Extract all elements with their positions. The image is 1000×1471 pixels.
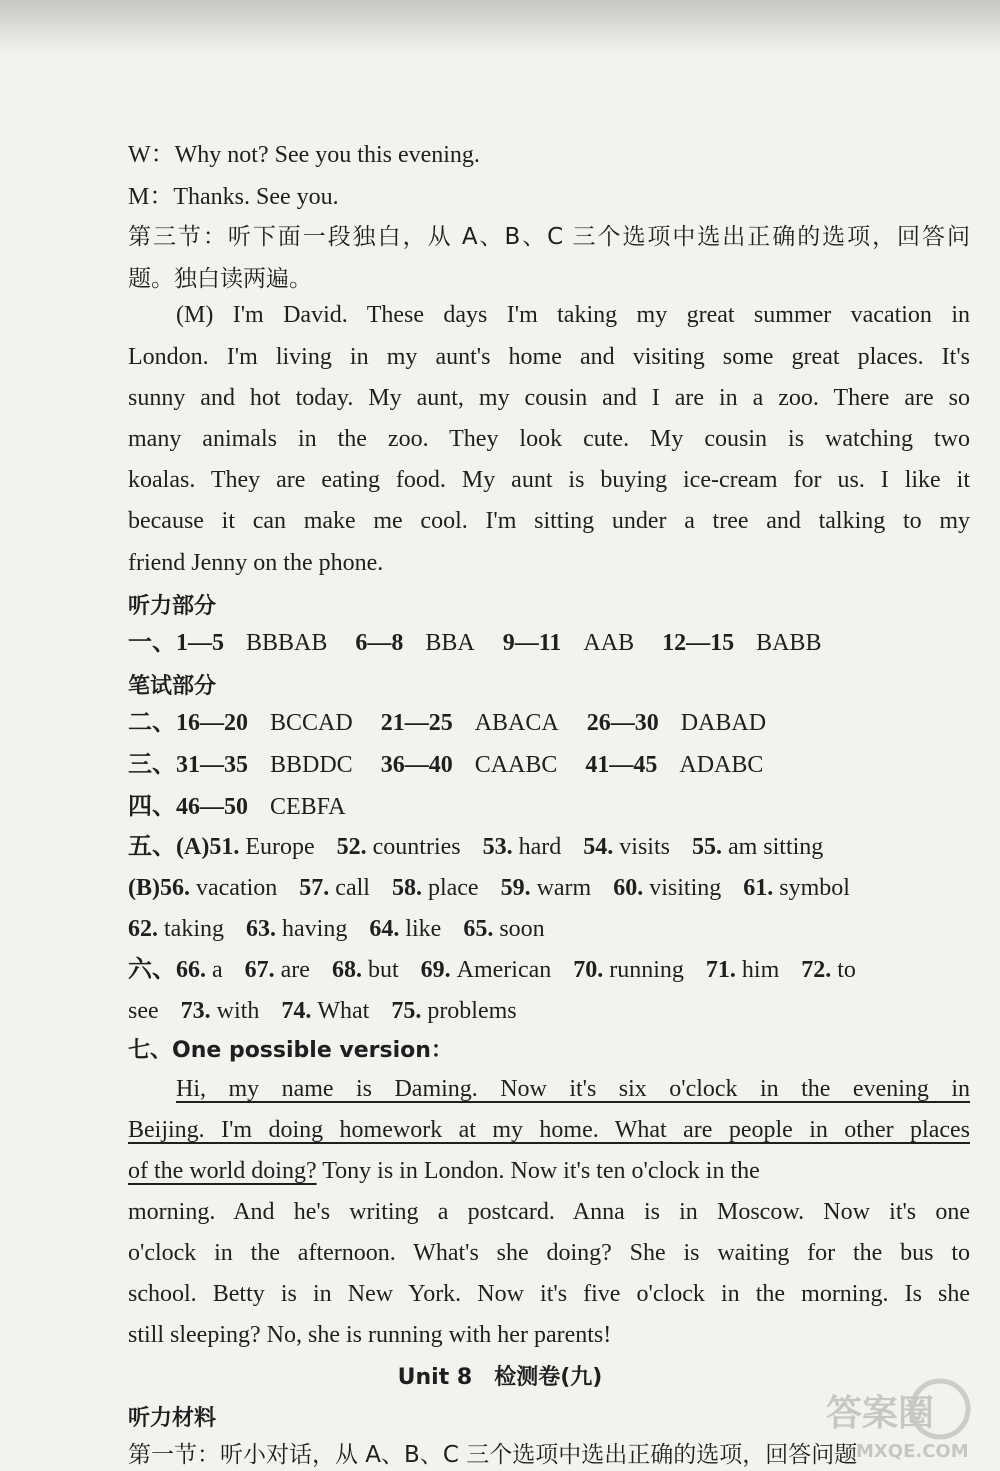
answer-word: American <box>456 957 552 983</box>
answer-word: having <box>282 916 348 942</box>
answer-number: 57. <box>299 875 330 901</box>
answer-row-1 <box>128 628 970 658</box>
essay-text: Tony is in London. Now it's ten o'clock in the <box>316 1158 760 1184</box>
answer-word: a <box>212 957 223 983</box>
answer-letters: BBA <box>425 630 475 656</box>
answer-word: see <box>128 998 159 1024</box>
essay-line <box>128 1115 970 1145</box>
monologue-line: sunny and hot today. My aunt, my cousin and I are in a zoo. There are so <box>128 385 970 411</box>
answer-letters: ADABC <box>679 752 764 778</box>
essay-line: o'clock in the afternoon. What's she doing? She is waiting for the bus to <box>128 1240 970 1266</box>
answer-letters: BBDDC <box>270 752 353 778</box>
answer-word: place <box>427 875 479 901</box>
answer-row-5c <box>128 914 970 944</box>
answer-word: are <box>280 957 310 983</box>
answer-letters: ABACA <box>474 710 559 736</box>
monologue-line: koalas. They are eating food. My aunt is buying ice-cream for us. I like it <box>128 467 970 493</box>
essay-line: school. Betty is in New York. Now it's five o'clock in the morning. Is she <box>128 1281 970 1307</box>
answer-word: visiting <box>649 875 722 901</box>
answer-number: 53. <box>482 834 513 860</box>
monologue-line: (M) I'm David. These days I'm taking my great summer vacation in <box>176 302 970 328</box>
answer-word: to <box>837 957 856 983</box>
answer-number: 70. <box>573 957 604 983</box>
answer-range: 26—30 <box>586 710 659 736</box>
watermark-site: MXQE.COM <box>856 1441 969 1462</box>
answer-letters: CEBFA <box>270 794 346 820</box>
answer-number: 63. <box>246 916 276 942</box>
answer-word: hard <box>518 834 562 860</box>
answer-range: 36—40 <box>380 752 453 778</box>
monologue-line: London. I'm living in my aunt's home and visiting some great places. It's <box>128 344 970 370</box>
answer-word: like <box>405 916 442 942</box>
answer-number: 62. <box>128 916 158 942</box>
answer-number: 69. <box>420 957 451 983</box>
answer-range: 二、16—20 <box>128 710 248 736</box>
answer-number: 60. <box>613 875 644 901</box>
answer-word: Europe <box>245 834 315 860</box>
answer-word: call <box>335 875 370 901</box>
answer-range: 三、31—35 <box>128 752 248 778</box>
answer-word: taking <box>164 916 224 942</box>
written-heading: 笔试部分 <box>128 674 217 699</box>
answer-row-6b <box>128 996 970 1026</box>
answer-row-3 <box>128 750 970 780</box>
answer-letters: BBBAB <box>246 630 328 656</box>
answer-row-6a <box>128 955 970 985</box>
watermark-text: 答案圈 <box>826 1393 935 1434</box>
answer-word: him <box>741 957 780 983</box>
essay-line <box>128 1156 970 1186</box>
answer-word: vacation <box>196 875 278 901</box>
answer-letters: BCCAD <box>270 710 353 736</box>
answer-row-5b <box>128 873 970 903</box>
answer-letters: CAABC <box>474 752 558 778</box>
answer-word: soon <box>499 916 545 942</box>
answer-word: What <box>317 998 370 1024</box>
answer-number: 59. <box>500 875 531 901</box>
answer-number: 54. <box>583 834 614 860</box>
answer-number: 65. <box>463 916 494 942</box>
listening-heading: 听力部分 <box>128 594 217 619</box>
answer-letters: AAB <box>583 630 635 656</box>
answer-word: problems <box>427 998 517 1024</box>
answer-word: warm <box>536 875 592 901</box>
answer-range: 21—25 <box>380 710 453 736</box>
answer-number: 74. <box>281 998 312 1024</box>
watermark-logo <box>822 1373 972 1463</box>
answer-row-2 <box>128 708 970 738</box>
monologue-line: friend Jenny on the phone. <box>128 550 384 576</box>
answer-range: 一、1—5 <box>128 630 224 656</box>
section3-instruction: 第三节：听下面一段独白，从 A、B、C 三个选项中选出正确的选项，回答问 <box>128 224 970 250</box>
answer-range: 41—45 <box>585 752 658 778</box>
answer-number: 55. <box>691 834 722 860</box>
essay-underlined: of the world doing? <box>128 1158 317 1184</box>
answer-number: 六、66. <box>128 957 206 983</box>
answer-number: 75. <box>391 998 422 1024</box>
answer-word: countries <box>372 834 461 860</box>
answer-number: 58. <box>391 875 422 901</box>
dialogue-m-line: M：Thanks. See you. <box>128 184 339 210</box>
answer-number: 68. <box>331 957 362 983</box>
answer-word: visits <box>619 834 670 860</box>
writing-heading: 七、One possible version： <box>128 1038 453 1063</box>
answer-word: but <box>367 957 399 983</box>
answer-letters: BABB <box>756 630 822 656</box>
material-heading: 听力材料 <box>128 1406 217 1431</box>
answer-number: (B)56. <box>128 875 190 901</box>
answer-word: with <box>216 998 260 1024</box>
answer-range: 6—8 <box>355 630 404 656</box>
answer-number: 71. <box>705 957 736 983</box>
essay-underlined: Beijing. I'm doing homework at my home. What are people in other places <box>128 1117 970 1143</box>
answer-number: 73. <box>180 998 211 1024</box>
answer-number: 67. <box>244 957 275 983</box>
answer-row-4 <box>128 792 970 822</box>
answer-number: 61. <box>743 875 774 901</box>
answer-range: 9—11 <box>502 630 562 656</box>
dialogue-w-line: W：Why not? See you this evening. <box>128 142 480 168</box>
essay-underlined: Hi, my name is Daming. Now it's six o'clock in the evening in <box>176 1076 970 1102</box>
answer-range: 四、46—50 <box>128 794 248 820</box>
answer-range: 12—15 <box>662 630 735 656</box>
essay-line: morning. And he's writing a postcard. Anna is in Moscow. Now it's one <box>128 1199 970 1225</box>
answer-number: 五、(A)51. <box>128 834 240 860</box>
answer-number: 64. <box>369 916 400 942</box>
monologue-line: because it can make me cool. I'm sitting under a tree and talking to my <box>128 508 970 534</box>
essay-line: still sleeping? No, she is running with her parents! <box>128 1322 612 1348</box>
answer-word: running <box>609 957 684 983</box>
answer-word: am sitting <box>727 834 824 860</box>
answer-row-5a <box>128 832 970 862</box>
unit-title: Unit 8 检测卷(九) <box>397 1365 603 1390</box>
answer-number: 72. <box>801 957 832 983</box>
monologue-line: many animals in the zoo. They look cute. My cousin is watching two <box>128 426 970 452</box>
section3-instruction-cont: 题。独白读两遍。 <box>128 266 312 292</box>
answer-word: symbol <box>779 875 850 901</box>
scan-edge-shadow <box>0 0 1000 55</box>
essay-line <box>128 1074 970 1104</box>
section1-instruction: 第一节：听小对话，从 A、B、C 三个选项中选出正确的选项，回答问题 <box>128 1442 858 1468</box>
answer-letters: DABAD <box>680 710 767 736</box>
answer-number: 52. <box>336 834 367 860</box>
